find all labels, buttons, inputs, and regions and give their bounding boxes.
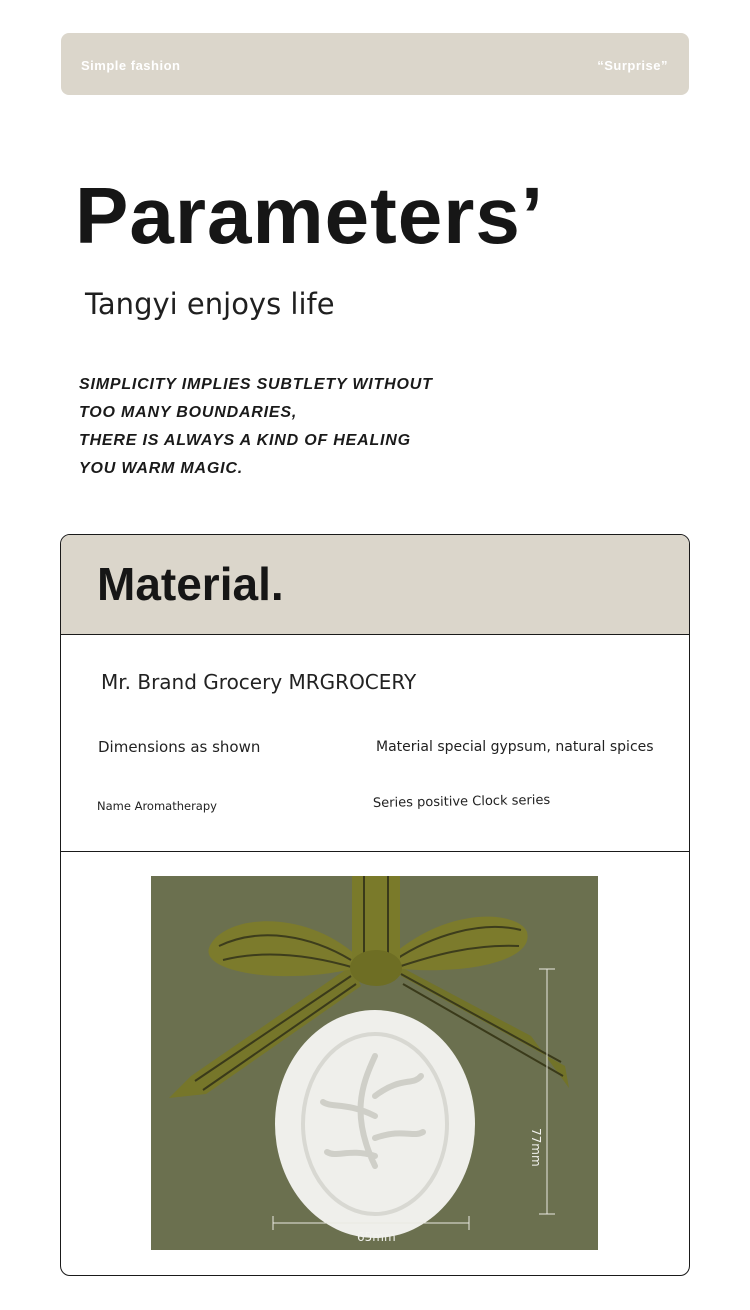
tagline-line: THERE IS ALWAYS A KIND OF HEALING bbox=[79, 432, 411, 449]
tagline-line: YOU WARM MAGIC. bbox=[79, 460, 243, 477]
material-card-header bbox=[61, 535, 689, 635]
material-heading: Material. bbox=[97, 558, 284, 610]
page-subtitle: Tangyi enjoys life bbox=[85, 287, 335, 321]
banner-right-text: “Surprise” bbox=[597, 58, 668, 73]
series-text: Series positive Clock series bbox=[372, 792, 551, 811]
brand-text: Mr. Brand Grocery MRGROCERY bbox=[101, 670, 417, 694]
tagline-line: SIMPLICITY IMPLIES SUBTLETY WITHOUT bbox=[79, 376, 433, 393]
tagline bbox=[79, 371, 539, 483]
aroma-stone-illustration bbox=[151, 876, 598, 1250]
material-card bbox=[60, 534, 690, 1276]
dimensions-text: Dimensions as shown bbox=[98, 738, 261, 756]
tagline-line: TOO MANY BOUNDARIES, bbox=[79, 404, 298, 421]
banner-left-text: Simple fashion bbox=[81, 58, 181, 73]
spec-section bbox=[61, 635, 689, 852]
name-text: Name Aromatherapy bbox=[97, 799, 217, 813]
product-photo bbox=[151, 876, 598, 1250]
material-text: Material special gypsum, natural spices bbox=[376, 739, 654, 755]
top-banner bbox=[61, 33, 689, 95]
height-label: 77mm bbox=[529, 1128, 543, 1167]
page-title: Parameters’ bbox=[75, 171, 545, 260]
width-label: 65mm bbox=[357, 1230, 396, 1244]
